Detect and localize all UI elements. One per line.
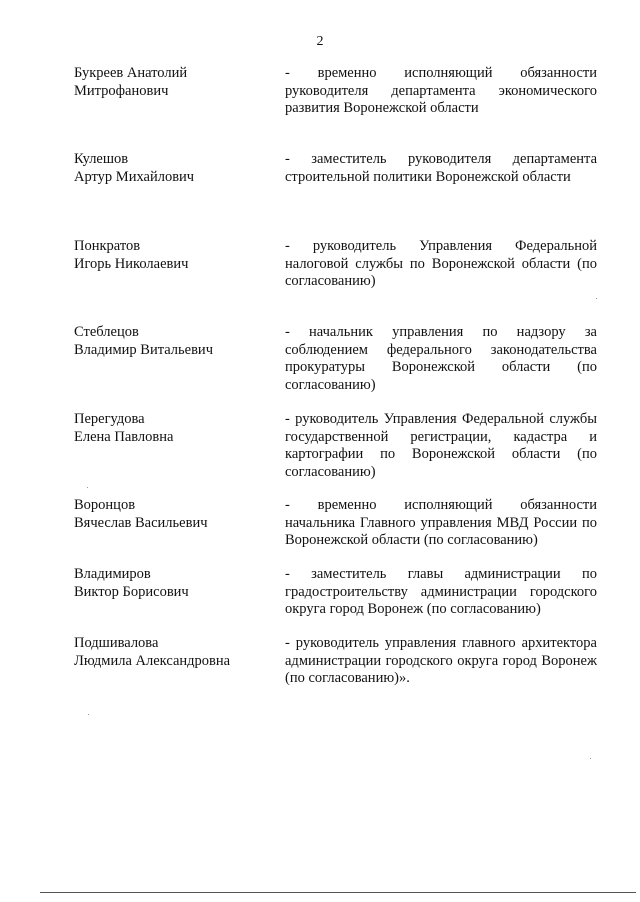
member-patronymic: Митрофанович <box>74 82 169 99</box>
member-surname: Владимиров <box>74 566 151 582</box>
member-role: - заместитель руководителя департамента строительной политики Воронежской области <box>285 151 597 185</box>
scan-speck <box>87 487 88 488</box>
member-role: - руководитель Управления Федеральной налоговой службы по Воронежской области (по согласованию) <box>285 238 597 289</box>
member-role: - руководитель Управления Федеральной службы государственной регистрации, кадастра и картографии по Воронежской области (по согласованию) <box>285 411 597 480</box>
member-patronymic: Виктор Борисович <box>74 583 189 600</box>
member-name <box>74 238 264 273</box>
member-surname: Букреев Анатолий <box>74 65 188 81</box>
member-patronymic: Елена Павловна <box>74 428 174 445</box>
member-role: - руководитель управления главного архитектора администрации городского округа город Воронеж (по согласованию)». <box>285 635 597 686</box>
member-name <box>74 324 264 359</box>
member-role: - временно исполняющий обязанности начальника Главного управления МВД России по Воронежской области (по согласованию) <box>285 497 597 548</box>
member-patronymic: Людмила Александровна <box>74 652 231 669</box>
page-number: 2 <box>316 34 324 49</box>
member-name <box>74 566 264 601</box>
member-surname: Понкратов <box>74 238 141 254</box>
member-surname: Воронцов <box>74 497 136 513</box>
member-surname: Подшивалова <box>74 635 159 651</box>
scan-speck <box>596 298 597 299</box>
member-surname: Перегудова <box>74 411 145 427</box>
member-role: - заместитель главы администрации по градостроительству администрации городского округа город Воронеж (по согласованию) <box>285 566 597 617</box>
member-patronymic: Владимир Витальевич <box>74 341 213 358</box>
scan-speck <box>88 714 89 715</box>
member-patronymic: Артур Михайлович <box>74 168 195 185</box>
member-role: - начальник управления по надзору за соблюдением федерального законодательства прокуратуры Воронежской области (по согласованию) <box>285 324 597 393</box>
member-name <box>74 497 264 532</box>
member-patronymic: Игорь Николаевич <box>74 255 189 272</box>
member-name <box>74 65 264 100</box>
scan-bottom-edge <box>40 892 636 893</box>
member-surname: Кулешов <box>74 151 129 167</box>
member-name <box>74 635 264 670</box>
member-role: - временно исполняющий обязанности руководителя департамента экономического развития Воронежской области <box>285 65 597 116</box>
member-surname: Стеблецов <box>74 324 139 340</box>
member-name <box>74 151 264 186</box>
member-patronymic: Вячеслав Васильевич <box>74 514 208 531</box>
member-name <box>74 411 264 446</box>
scan-speck <box>590 758 591 759</box>
